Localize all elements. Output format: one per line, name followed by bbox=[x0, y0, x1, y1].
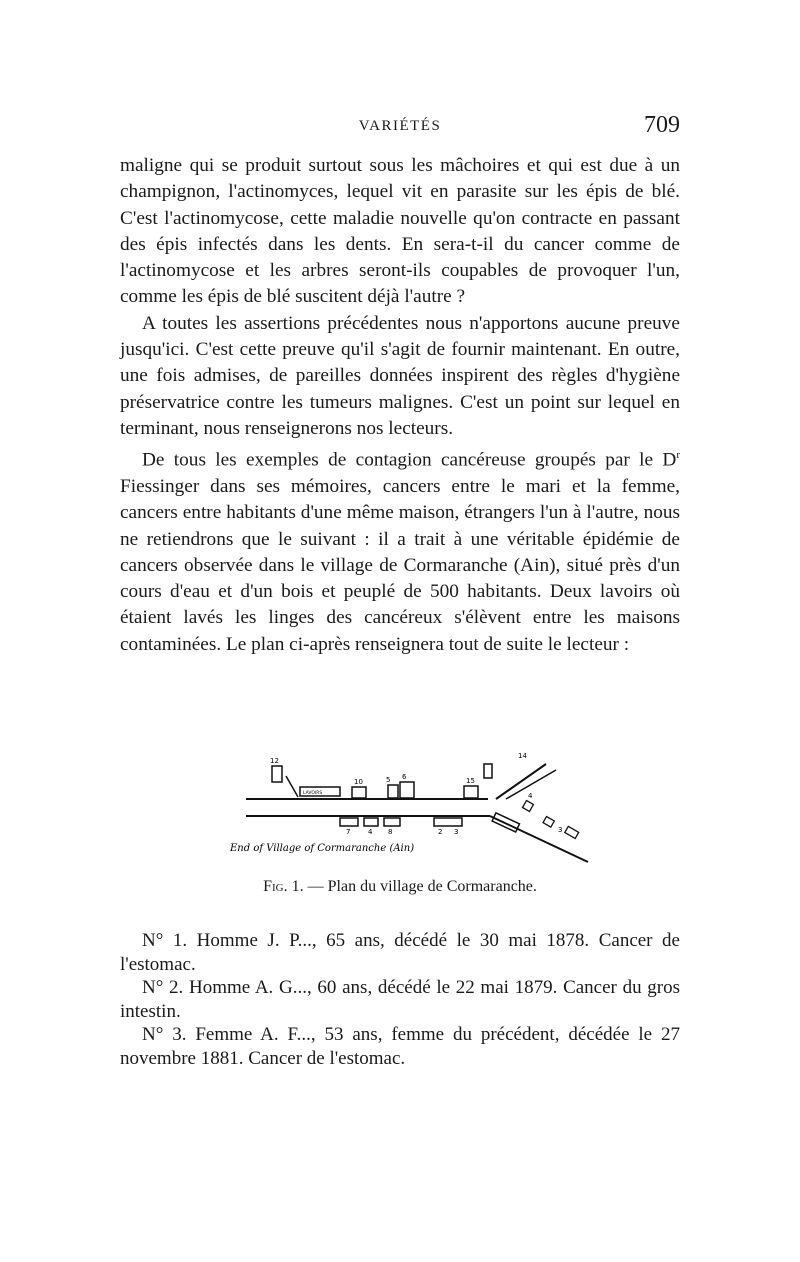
village-plan-drawing bbox=[228, 752, 598, 870]
house-5 bbox=[388, 785, 398, 798]
page-header bbox=[120, 112, 680, 146]
doctor-superscript: r bbox=[676, 449, 680, 462]
fig-number-3: 3 bbox=[558, 826, 563, 834]
lavoir-label: LAVOIRS bbox=[303, 791, 323, 796]
figure-caption bbox=[120, 878, 680, 896]
paragraph-3-start: De tous les exemples de contagion cancéreuse groupés par le D bbox=[142, 449, 677, 471]
house-12 bbox=[272, 766, 282, 782]
fig-number-8: 8 bbox=[388, 828, 393, 836]
house-12-wall bbox=[286, 776, 298, 797]
paragraph-3-rest: Fiessinger dans ses mémoires, cancers entre le mari et la femme, cancers entre habitants d'une même maison, étrangers l'un à l'autre, nous ne retiendrons que le suivant : il a trait à une véritable épidémie de cancers observée dans le village de Cormaranche (Ain), situé près d'un cours d'eau et d'un bois et peuplé de 500 habitants. Deux lavoirs où étaient lavés les linges des cancéreux s'élèvent entre les maisons contaminées. Le plan ci-après renseignera tout de suite le lecteur : bbox=[120, 475, 680, 655]
house-8 bbox=[384, 818, 400, 826]
case-2: N° 2. Homme A. G..., 60 ans, décédé le 22 mai 1879. Cancer du gros intestin. bbox=[120, 977, 680, 1022]
case-1: N° 1. Homme J. P..., 65 ans, décédé le 30 mai 1878. Cancer de l'estomac. bbox=[120, 930, 680, 975]
fig-number-4b: 4 bbox=[368, 828, 373, 836]
house-2-3 bbox=[434, 818, 462, 826]
fig-number-14: 14 bbox=[518, 752, 527, 760]
house-6 bbox=[400, 782, 414, 798]
house-far bbox=[565, 826, 579, 838]
paragraph-1: maligne qui se produit surtout sous les mâchoires et qui est due à un champignon, l'actinomyces, lequel vit en parasite sur les épis de blé. C'est l'actinomycose, cette maladie nouvelle qu'on contracte en passant des épis infectés dans les dents. En sera-t-il du cancer comme de l'actinomycose et les arbres seront-ils coupables de provoquer l'un, comme les épis de blé suscitent déjà l'autre ? bbox=[120, 155, 680, 308]
fig-number-7: 7 bbox=[346, 828, 351, 836]
running-title: VARIÉTÉS bbox=[358, 118, 442, 134]
house-7 bbox=[340, 818, 358, 826]
handwritten-village-label: End of Village of Cormaranche (Ain) bbox=[230, 843, 415, 854]
road-lower-branch bbox=[490, 816, 588, 862]
road-upper-branch bbox=[496, 764, 546, 799]
fig-number-3b: 3 bbox=[454, 828, 459, 836]
house-4b bbox=[364, 818, 378, 826]
fig-number-2: 2 bbox=[438, 828, 443, 836]
house-15 bbox=[464, 786, 478, 798]
fig-number-12: 12 bbox=[270, 757, 279, 765]
village-plan-figure bbox=[228, 752, 598, 870]
paragraph-3 bbox=[120, 442, 680, 658]
caption-text: — Plan du village de Cormaranche. bbox=[303, 878, 537, 895]
house-4 bbox=[523, 801, 534, 812]
case-list bbox=[120, 929, 680, 1070]
house-10 bbox=[352, 787, 366, 798]
fig-number-4: 4 bbox=[528, 792, 533, 800]
paragraph-2: A toutes les assertions précédentes nous n'apportons aucune preuve jusqu'ici. C'est cette preuve qu'il s'agit de fournir maintenant. En outre, une fois admises, de pareilles données inspirent des règles d'hygiène préservatrice contre les tumeurs malignes. C'est un point sur lequel en terminant, nous renseignerons nos lecteurs. bbox=[120, 312, 680, 439]
caption-prefix: Fig. 1. bbox=[263, 878, 304, 895]
case-3: N° 3. Femme A. F..., 53 ans, femme du précédent, décédée le 27 novembre 1881. Cancer de l'estomac. bbox=[120, 1024, 680, 1069]
fig-number-5: 5 bbox=[386, 776, 391, 784]
fig-number-15: 15 bbox=[466, 777, 475, 785]
house-upper-right bbox=[484, 764, 492, 778]
fig-number-10: 10 bbox=[354, 778, 363, 786]
page-number: 709 bbox=[644, 112, 680, 138]
house-3 bbox=[543, 817, 554, 828]
fig-number-6: 6 bbox=[402, 773, 407, 781]
body-text bbox=[120, 153, 680, 658]
